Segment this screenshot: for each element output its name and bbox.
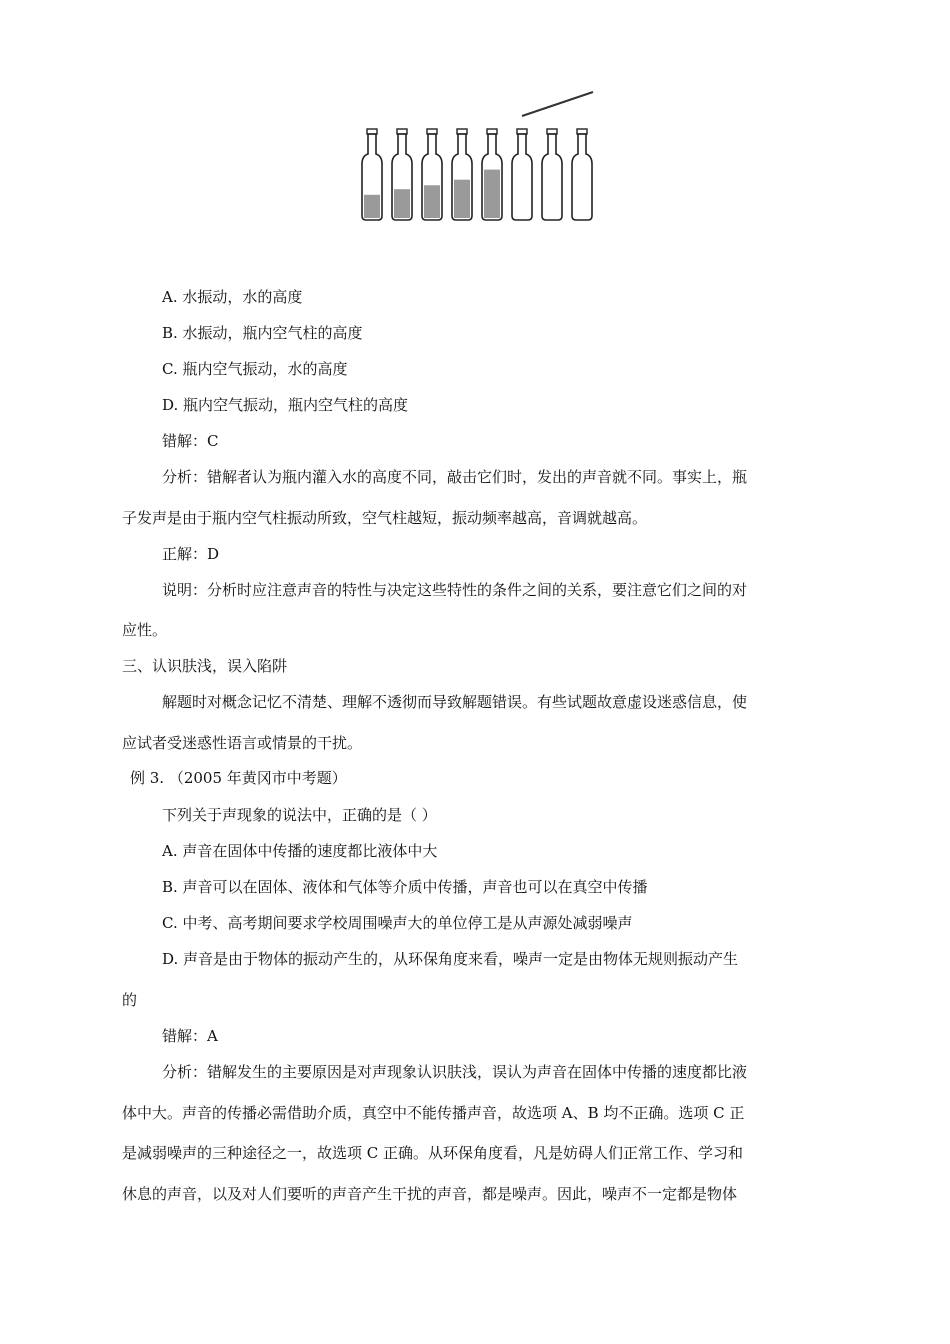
bottle-icon	[542, 134, 562, 220]
bottles-group	[362, 129, 592, 220]
intro-line-1: 解题时对概念记忆不清楚、理解不透彻而导致解题错误。有些试题故意虚设迷惑信息，使	[162, 693, 748, 711]
example-wrong-answer: 错解：A	[162, 1027, 218, 1045]
bottle-icon	[572, 134, 592, 220]
example-option-a: A. 声音在固体中传播的速度都比液体中大	[162, 842, 438, 860]
example-analysis-line-3: 是减弱噪声的三种途径之一，故选项 C 正确。从环保角度看，凡是妨碍人们正常工作、学习和	[122, 1144, 744, 1162]
example-option-c: C. 中考、高考期间要求学校周围噪声大的单位停工是从声源处减弱噪声	[162, 914, 633, 932]
bottles-figure	[350, 88, 600, 228]
water-fill	[394, 189, 410, 218]
correct-answer: 正解：D	[162, 545, 220, 563]
section-heading: 三、认识肤浅，误入陷阱	[122, 657, 288, 675]
option-a: A. 水振动，水的高度	[162, 288, 303, 306]
note-line-1: 说明：分析时应注意声音的特性与决定这些特性的条件之间的关系，要注意它们之间的对	[162, 581, 748, 599]
analysis-line-2: 子发声是由于瓶内空气柱振动所致，空气柱越短，振动频率越高，音调就越高。	[122, 509, 648, 527]
wrong-answer: 错解：C	[162, 432, 219, 450]
water-fill	[424, 185, 440, 218]
water-fill	[454, 180, 470, 218]
example-question: 下列关于声现象的说法中，正确的是（ ）	[162, 806, 437, 824]
water-fill	[364, 195, 380, 218]
intro-line-2: 应试者受迷惑性语言或情景的干扰。	[122, 734, 363, 752]
striking-rod-icon	[522, 92, 593, 116]
example-analysis-line-4: 休息的声音，以及对人们要听的声音产生干扰的声音，都是噪声。因此，噪声不一定都是物体	[122, 1185, 738, 1203]
option-b: B. 水振动，瓶内空气柱的高度	[162, 324, 363, 342]
water-fill	[484, 170, 500, 218]
example-option-b: B. 声音可以在固体、液体和气体等介质中传播，声音也可以在真空中传播	[162, 878, 648, 896]
option-d: D. 瓶内空气振动，瓶内空气柱的高度	[162, 396, 409, 414]
example-option-d: D. 声音是由于物体的振动产生的，从环保角度来看，噪声一定是由物体无规则振动产生	[162, 950, 739, 968]
example-title: 例 3. （2005 年黄冈市中考题）	[130, 769, 347, 787]
example-analysis-line-1: 分析：错解发生的主要原因是对声现象认识肤浅，误认为声音在固体中传播的速度都比液	[162, 1063, 748, 1081]
example-option-d-cont: 的	[122, 991, 138, 1009]
note-line-2: 应性。	[122, 621, 168, 639]
bottle-icon	[512, 134, 532, 220]
example-analysis-line-2: 体中大。声音的传播必需借助介质，真空中不能传播声音，故选项 A、B 均不正确。选项 C 正	[122, 1104, 745, 1122]
option-c: C. 瓶内空气振动，水的高度	[162, 360, 348, 378]
analysis-line-1: 分析：错解者认为瓶内灌入水的高度不同，敲击它们时，发出的声音就不同。事实上，瓶	[162, 468, 748, 486]
